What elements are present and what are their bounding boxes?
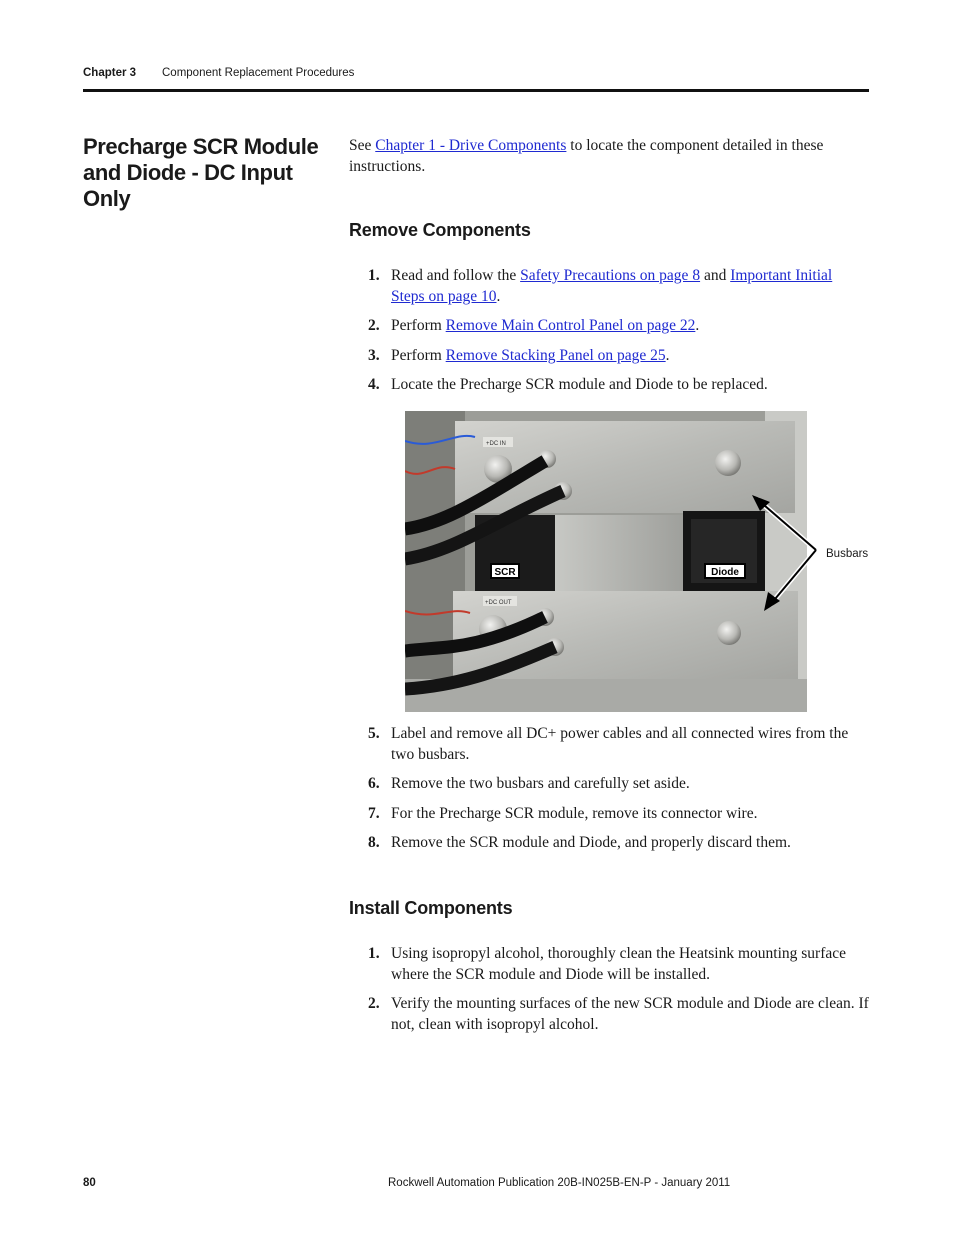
step-number: 7. bbox=[368, 805, 380, 822]
page-title: Precharge SCR Module and Diode - DC Input Only bbox=[83, 134, 319, 211]
remove-components-heading: Remove Components bbox=[349, 220, 531, 240]
remove-main-control-panel-link[interactable]: Remove Main Control Panel on page 22 bbox=[445, 317, 696, 334]
install-components-heading: Install Components bbox=[349, 898, 513, 918]
intro-suffix: to locate the component detailed in these instructions. bbox=[349, 137, 824, 175]
publication-footer: Rockwell Automation Publication 20B-IN025B-EN-P - January 2011 bbox=[388, 1177, 731, 1189]
step-text: Using isopropyl alcohol, thoroughly clean the Heatsink mounting surface where the SCR module and Diode will be installed. bbox=[391, 945, 847, 983]
step-number: 2. bbox=[368, 317, 380, 334]
safety-precautions-link[interactable]: Safety Precautions on page 8 bbox=[520, 267, 701, 284]
chapter-1-link[interactable]: Chapter 1 - Drive Components bbox=[375, 137, 567, 154]
step-number: 1. bbox=[368, 267, 380, 284]
step-text: Perform bbox=[391, 347, 446, 364]
header-rule bbox=[83, 89, 869, 92]
page-number: 80 bbox=[83, 1177, 96, 1189]
step-number: 2. bbox=[368, 995, 380, 1012]
step-text: Remove the SCR module and Diode, and properly discard them. bbox=[391, 834, 791, 851]
scr-label: SCR bbox=[494, 567, 516, 578]
step-number: 6. bbox=[368, 775, 380, 792]
step-number: 3. bbox=[368, 347, 380, 364]
intro-paragraph bbox=[349, 136, 869, 177]
step-text: . bbox=[695, 317, 700, 334]
busbars-callout-arrows bbox=[740, 480, 830, 620]
step-text: For the Precharge SCR module, remove its connector wire. bbox=[391, 805, 758, 822]
step-text: Verify the mounting surfaces of the new SCR module and Diode are clean. If not, clean with isopropyl alcohol. bbox=[391, 995, 869, 1033]
step-number: 4. bbox=[368, 376, 380, 393]
busbars-callout-label: Busbars bbox=[826, 548, 869, 560]
section-label: Component Replacement Procedures bbox=[162, 67, 355, 79]
step-text: Label and remove all DC+ power cables and all connected wires from the two busbars. bbox=[391, 725, 849, 763]
remove-stacking-panel-link[interactable]: Remove Stacking Panel on page 25 bbox=[445, 347, 666, 364]
step-text: Remove the two busbars and carefully set aside. bbox=[391, 775, 690, 792]
step-text: Locate the Precharge SCR module and Diode to be replaced. bbox=[391, 376, 768, 393]
step-text: and bbox=[700, 267, 731, 284]
important-initial-steps-link[interactable]: Important Initial Steps on page 10 bbox=[391, 267, 833, 305]
chapter-label: Chapter 3 bbox=[83, 67, 137, 79]
dc-out-label: +DC OUT bbox=[485, 600, 512, 606]
intro-prefix: See bbox=[349, 137, 376, 154]
step-text: . bbox=[496, 287, 501, 305]
step-number: 5. bbox=[368, 725, 380, 742]
step-text: . bbox=[665, 347, 670, 364]
step-number: 1. bbox=[368, 945, 380, 962]
step-number: 8. bbox=[368, 834, 380, 851]
diode-label: Diode bbox=[711, 567, 739, 578]
step-text: Perform bbox=[391, 317, 446, 334]
step-text: Read and follow the bbox=[391, 267, 521, 284]
dc-in-label: +DC IN bbox=[486, 441, 506, 447]
